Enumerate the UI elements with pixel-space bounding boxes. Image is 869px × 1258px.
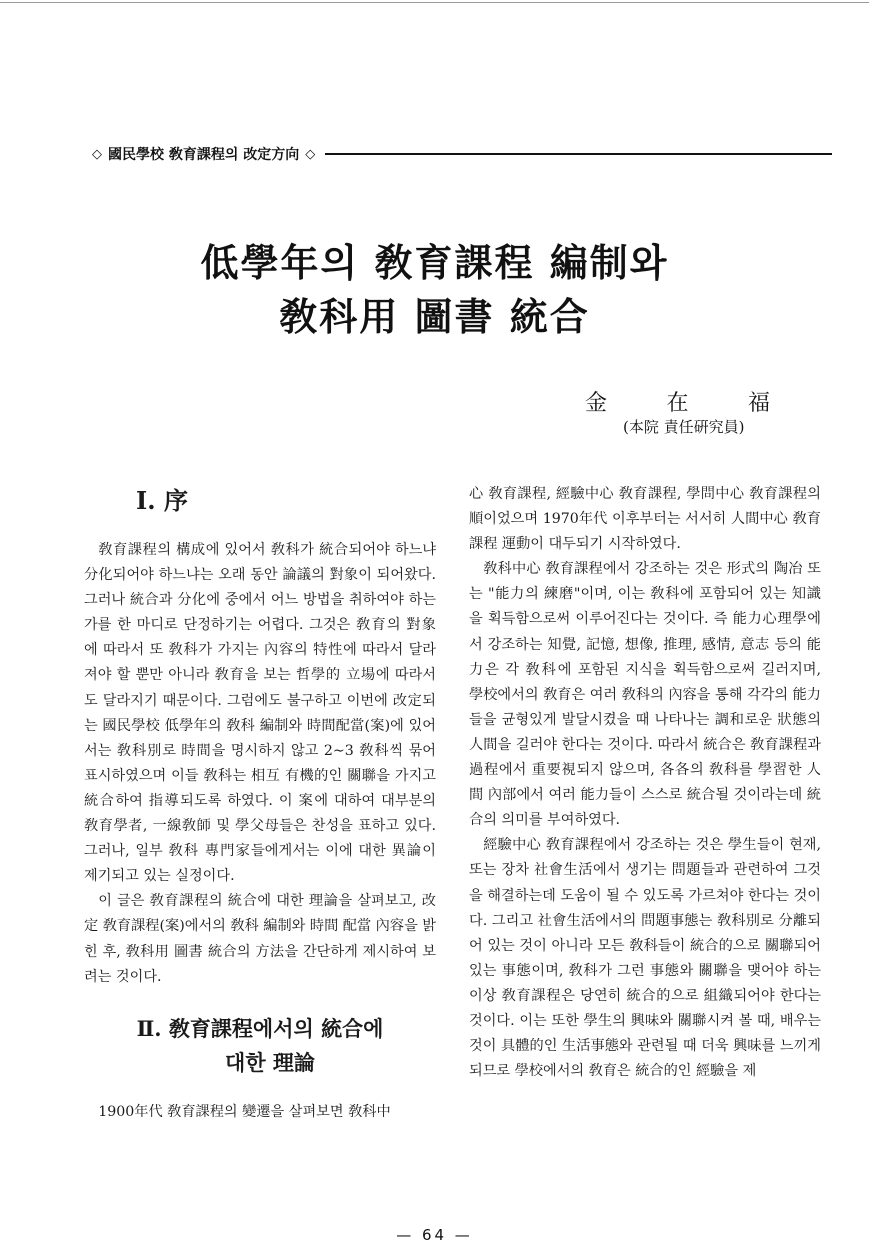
paragraph: 經驗中心 敎育課程에서 강조하는 것은 學生들이 현재, 또는 장차 社會生活에서 생기는 問題들과 관련하여 그것을 해결하는데 도움이 될 수 있도록 가르쳐야 한다는 것이다. 그리고 社會生活에서의 問題事態는 敎科別로 分離되어 있는 것이 아니라 모든 敎科들이 統合的으로 關聯되어 있는 事態이며, 敎科가 그런 事態와 關聯을 맺어야 하는 이상 敎育課程은 당연히 統合的으로 組織되어야 한다는 것이다. 이는 또한 學生의 興味와 關聯시켜 볼 때, 배우는 것이 具體的인 生活事態와 관련될 때 더욱 興味를 느끼게 되므로 學校에서의 敎育은 統合的인 經驗을 제 bbox=[469, 837, 821, 1080]
paragraph: 心 敎育課程, 經驗中心 敎育課程, 學問中心 敎育課程의 順이었으며 1970年代 이후부터는 서서히 人間中心 敎育課程 運動이 대두되기 시작하였다. bbox=[469, 486, 821, 553]
author-name bbox=[585, 386, 770, 417]
section-heading-2 bbox=[84, 1012, 436, 1080]
author-name-char: 福 bbox=[747, 391, 770, 416]
left-column bbox=[84, 482, 436, 1125]
paragraph: 1900年代 敎育課程의 變遷을 살펴보면 敎科中 bbox=[98, 1103, 391, 1120]
paragraph: 敎科中心 敎育課程에서 강조하는 것은 形式의 陶冶 또는 "能力의 練磨"이며, 이는 敎科에 포함되어 있는 知識을 획득함으로써 이루어진다는 것이다. 즉 能力心理學에서 강조하는 知覺, 記憶, 想像, 推理, 感情, 意志 등의 能力은 각 敎科에 포함된 지식을 획득함으로써 길러지며, 學校에서의 敎育은 여러 敎科의 內容을 통해 각각의 能力들을 균형있게 발달시켰을 때 나타나는 調和로운 狀態의 人間을 길러야 한다는 것이다. 따라서 統合은 敎育課程과 過程에서 重要視되지 않으며, 各各의 敎科를 學習한 人間 內部에서 여러 能力들이 스스로 統合될 것이라는데 統合의 의미를 부여하였다. bbox=[469, 561, 821, 829]
author-name-char: 金 bbox=[585, 391, 608, 416]
author-name-char: 在 bbox=[666, 391, 689, 416]
paragraph: 이 글은 敎育課程의 統合에 대한 理論을 살펴보고, 改定 敎育課程(案)에서의 敎科 編制와 時間 配當 內容을 밝힌 후, 敎科用 圖書 統合의 方法을 간단하게 제시하여 보려는 것이다. bbox=[84, 893, 436, 985]
article-title-line2: 敎科用 圖書 統合 bbox=[279, 295, 590, 339]
right-column bbox=[469, 482, 821, 1084]
top-border-line bbox=[0, 2, 869, 3]
author-affiliation: (本院 責任硏究員) bbox=[623, 418, 745, 436]
article-title-line1: 低學年의 敎育課程 編制와 bbox=[200, 241, 669, 285]
series-header bbox=[92, 142, 832, 166]
section-heading-2-line1: Ⅱ. 敎育課程에서의 統合에 bbox=[136, 1015, 384, 1041]
section-heading-1: Ⅰ. 序 bbox=[136, 486, 188, 515]
series-title: 國民學校 敎育課程의 改定方向 bbox=[108, 147, 300, 163]
diamond-icon: ◇ bbox=[92, 146, 102, 162]
diamond-icon: ◇ bbox=[305, 146, 316, 162]
section-heading-2-line2: 대한 理論 bbox=[225, 1049, 315, 1075]
page-number: — 64 — bbox=[396, 1226, 473, 1244]
paragraph: 敎育課程의 構成에 있어서 敎科가 統合되어야 하느냐 分化되어야 하느냐는 오래 동안 論議의 對象이 되어왔다. 그러나 統合과 分化에 중에서 어느 방법을 취하여야 하는가를 한 마디로 단정하기는 어렵다. 그것은 敎育의 對象에 따라서 또 敎科가 가지는 內容의 特性에 따라서 달라져야 할 뿐만 아니라 敎育을 보는 哲學的 立場에 따라서도 달라지기 때문이다. 그럼에도 불구하고 이번에 改定되는 國民學校 低學年의 敎科 編制와 時間配當(案)에 있어서는 敎科別로 時間을 명시하지 않고 2∼3 敎科씩 묶어 표시하였으며 이들 敎科는 相互 有機的인 關聯을 가지고 統合하여 指導되도록 하였다. 이 案에 대하여 대부분의 敎育學者, 一線敎師 및 學父母들은 찬성을 표하고 있다. 그러나, 일부 敎科 專門家들에게서는 이에 대한 異論이 제기되고 있는 실정이다. bbox=[84, 542, 436, 885]
series-rule bbox=[325, 153, 832, 155]
